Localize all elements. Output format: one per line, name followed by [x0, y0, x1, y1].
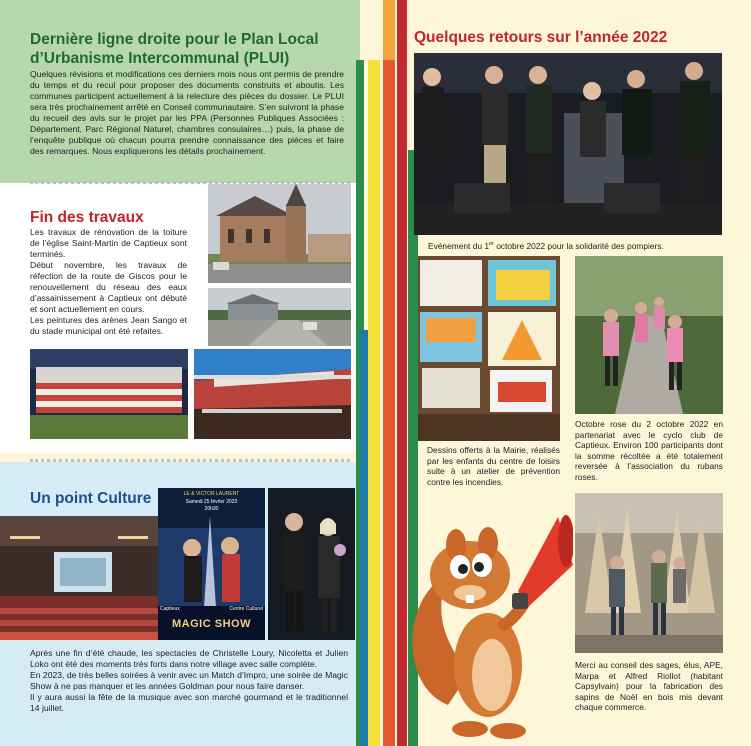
stade-photo	[194, 349, 351, 439]
caption-pompiers-pre: Evénement du 1	[428, 240, 489, 251]
retours-title: Quelques retours sur l’année 2022	[414, 29, 668, 46]
plui-title-line2: d’Urbanisme Intercommunal (PLUI)	[30, 50, 290, 67]
octobre-rose-photo	[575, 256, 723, 414]
poster-place-left: Captieux	[160, 606, 180, 612]
caption-pompiers	[428, 239, 728, 251]
poster-time: 20h30	[204, 506, 219, 512]
caption-octobre-rose: Octobre rose du 2 octobre 2022 en partenariat avec le cyclo club de Captieux. Environ 100 participants dont la somme récoltée a été totalement reversée à l’association du rubans roses.	[575, 419, 723, 482]
poster-brand: MAGIC SHOW	[172, 618, 251, 630]
travaux-paragraph-2: Début novembre, les travaux de réfection de la route de Giscos pour le renouvellement du réseau des eaux d’assainissement à Captieux ont débuté et sont actuellement en cours.	[30, 260, 187, 314]
church-photo	[208, 184, 351, 283]
plui-title-line1: Dernière ligne droite pour le Plan Local	[30, 31, 319, 48]
culture-title: Un point Culture	[30, 490, 152, 507]
travaux-section	[0, 183, 360, 453]
road-works-photo	[208, 288, 351, 346]
orange-stripe-lower	[383, 60, 395, 746]
cinema-hall-photo	[0, 516, 158, 640]
magic-show-poster	[158, 488, 265, 640]
culture-paragraph-3: Il y aura aussi la fête de la musique avec son marché gourmand et le traditionnel 14 juillet.	[30, 692, 348, 713]
travaux-title: Fin des travaux	[30, 209, 144, 226]
blue-stripe	[360, 330, 368, 746]
poster-place-right: Centre Culturel	[229, 606, 263, 612]
sapins-noel-photo	[575, 493, 723, 653]
caption-pompiers-sup: er	[489, 241, 494, 247]
travaux-paragraph-1: Les travaux de rénovation de la toiture de l’église Saint-Martin de Captieux sont terminés.	[30, 227, 187, 259]
yellow-stripe	[368, 60, 380, 746]
culture-section	[0, 462, 360, 746]
singers-photo	[268, 488, 355, 640]
dessins-enfants-photo	[418, 256, 560, 441]
caption-sapins: Merci au conseil des sages, élus, APE, Marpa et Alfred Riollot (habitant Capsylvain) pour la fabrication des sapins de Noël en bois mis devant chaque commerce.	[575, 660, 723, 713]
plui-title	[30, 30, 344, 68]
caption-pompiers-post: octobre 2022 pour la solidarité des pompiers.	[493, 240, 664, 251]
poster-date: Samedi 25 février 2023	[185, 499, 238, 505]
culture-paragraph-2: En 2023, de très belles soirées à venir avec un Match d’Impro, une soirée de Magic Show à ne pas manquer et les années Goldman pour nous faire danser.	[30, 670, 348, 691]
concert-pompiers-photo	[414, 53, 722, 235]
red-stripe	[397, 0, 407, 746]
plui-body: Quelques révisions et modifications ces derniers mois nous ont permis de prendre du temps et du recul pour proposer des documents construits et aboutis. Les communes participent actuellement à la relecture des pièces du dossier. Le PLUI sera très prochainement arrêté en Conseil communautaire. S’en suivront la phase du recueil des avis sur le projet par les PPA (Personnes Publiques Associées : Département, Parc Régional Naturel, chambres consulaires…) puis, la phase de l’enquête publique où chacun pourra prendre connaissance des pièces et faire des remarques. Nous expliquerons les détails prochainement.	[30, 69, 344, 156]
poster-top-text: LE & VICTOR LAURENT	[183, 491, 240, 497]
travaux-paragraph-3: Les peintures des arènes Jean Sango et du stade municipal ont été refaites.	[30, 315, 187, 336]
arenes-photo	[30, 349, 188, 439]
travaux-text	[30, 227, 187, 337]
squirrel-mascot-illustration	[408, 505, 573, 746]
caption-dessins: Dessins offerts à la Mairie, réalisés par les enfants du centre de loisirs suite à un atelier de prévention contre les incendies.	[427, 445, 560, 487]
culture-text	[30, 648, 348, 714]
plui-section	[0, 0, 360, 183]
culture-paragraph-1: Après une fin d’été chaude, les spectacles de Christelle Loury, Nicoletta et Julien Loko ont été des moments très forts dans notre village avec salle complète.	[30, 648, 348, 669]
dotted-divider	[30, 181, 350, 184]
